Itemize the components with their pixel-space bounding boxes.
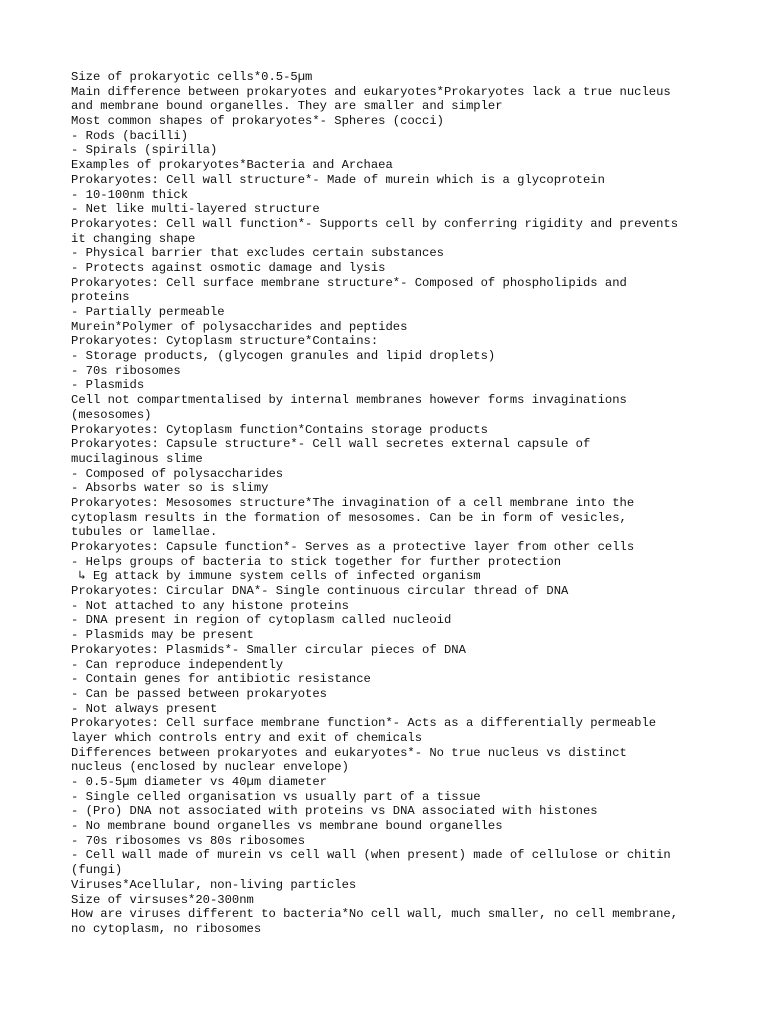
text-line: - 0.5-5µm diameter vs 40µm diameter [71,775,327,789]
text-line: How are viruses different to bacteria*No cell wall, much smaller, no cell membrane, [71,907,679,922]
text-line: Prokaryotes: Cytoplasm function*Contains storage products [71,422,488,437]
text-line: layer which controls entry and exit of chemicals [71,730,423,745]
text-line: Cell not compartmentalised by internal membranes however forms invaginations [71,393,627,408]
text-line: mucilaginous slime [71,451,203,466]
text-line: Prokaryotes: Cytoplasm structure*Contains: [71,334,379,349]
text-line: - Helps groups of bacteria to stick together for further protection [71,554,562,569]
text-line: no cytoplasm, no ribosomes [71,921,262,936]
text-line: - 70s ribosomes vs 80s ribosomes [71,833,306,848]
text-line: Prokaryotes: Plasmids*- Smaller circular pieces of DNA [71,642,466,657]
text-line: - Protects against osmotic damage and lysis [71,260,386,275]
text-line: - DNA present in region of cytoplasm called nucleoid [71,613,452,628]
text-line: - Single celled organisation vs usually part of a tissue [71,789,481,804]
text-line: Viruses*Acellular, non-living particles [71,877,357,892]
text-line: - Plasmids may be present [71,628,254,643]
text-line: - 70s ribosomes [71,363,181,378]
text-line: - Cell wall made of murein vs cell wall (when present) made of cellulose or chitin [71,848,671,863]
text-line: - Composed of polysaccharides [71,466,284,481]
text-line: (mesosomes) [71,407,152,422]
text-line: Prokaryotes: Cell wall function*- Supports cell by conferring rigidity and prevents [71,216,679,231]
text-line: Main difference between prokaryotes and eukaryotes*Prokaryotes lack a true nucleus [71,84,671,99]
text-line: Size of virsuses*20-300nm [71,892,254,907]
text-line: - No membrane bound organelles vs membrane bound organelles [71,819,503,834]
text-line: Examples of prokaryotes*Bacteria and Archaea [71,158,393,173]
text-line: Prokaryotes: Cell wall structure*- Made of murein which is a glycoprotein [71,172,605,187]
text-line: - Absorbs water so is slimy [71,481,269,496]
text-line: Prokaryotes: Cell surface membrane structure*- Composed of phospholipids and [71,275,627,290]
text-line: - Not attached to any histone proteins [71,598,349,613]
text-line: Size of prokaryotic cells*0.5-5µm [71,70,313,84]
text-line: Prokaryotes: Capsule structure*- Cell wall secretes external capsule of [71,437,591,452]
text-line: Prokaryotes: Mesosomes structure*The invagination of a cell membrane into the [71,495,635,510]
text-line: - Net like multi-layered structure [71,202,320,217]
text-line: Prokaryotes: Capsule function*- Serves as a protective layer from other cells [71,540,635,554]
text-line: it changing shape [71,231,196,246]
text-line: nucleus (enclosed by nuclear envelope) [71,760,349,775]
text-line: and membrane bound organelles. They are smaller and simpler [71,99,503,114]
text-line: - Can reproduce independently [71,657,284,672]
text-line: - Plasmids [71,378,145,393]
text-line: - (Pro) DNA not associated with proteins vs DNA associated with histones [71,804,598,819]
text-line: Prokaryotes: Circular DNA*- Single continuous circular thread of DNA [71,584,569,599]
text-line: tubules or lamellae. [71,525,218,540]
text-line: - 10-100nm thick [71,187,189,202]
text-line: Murein*Polymer of polysaccharides and peptides [71,319,408,334]
text-line: - Rods (bacilli) [71,128,189,143]
text-line: Prokaryotes: Cell surface membrane function*- Acts as a differentially permeable [71,716,657,731]
text-line: proteins [71,290,130,305]
text-line: ↳ Eg attack by immune system cells of infected organism [71,569,481,584]
text-line: Most common shapes of prokaryotes*- Spheres (cocci) [71,114,444,129]
text-line: - Physical barrier that excludes certain substances [71,246,444,261]
text-line: - Storage products, (glycogen granules and lipid droplets) [71,349,496,364]
text-line: - Partially permeable [71,305,225,319]
text-line: - Spirals (spirilla) [71,143,218,158]
document-page [71,70,731,937]
text-line: - Contain genes for antibiotic resistance [71,672,371,687]
text-line: cytoplasm results in the formation of mesosomes. Can be in form of vesicles, [71,510,627,525]
text-line: - Can be passed between prokaryotes [71,686,327,701]
text-line: Differences between prokaryotes and eukaryotes*- No true nucleus vs distinct [71,745,627,760]
text-line: - Not always present [71,701,218,716]
text-line: (fungi) [71,863,123,878]
